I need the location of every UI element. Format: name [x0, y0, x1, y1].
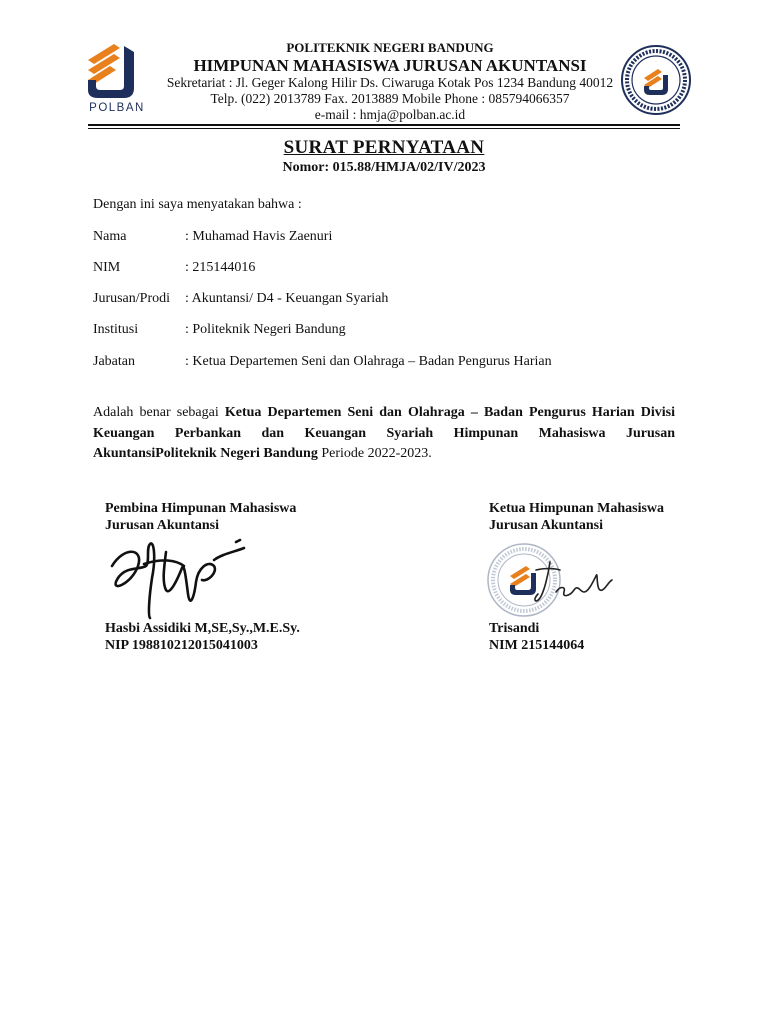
- statement-paragraph: [93, 403, 675, 465]
- email-line: e-mail : hmja@polban.ac.id: [314, 107, 466, 122]
- role-line: Ketua Himpunan Mahasiswa: [489, 501, 665, 516]
- intro-line: Dengan ini saya menyatakan bahwa :: [93, 197, 302, 212]
- role-line: Jurusan Akuntansi: [105, 518, 220, 533]
- right-stamp-and-signature: [484, 540, 634, 620]
- signatory-id: NIP 198810212015041003: [105, 638, 258, 653]
- institution-name: POLITEKNIK NEGERI BANDUNG: [286, 40, 494, 55]
- letterhead-rule-thin: [88, 128, 680, 129]
- signatory-name: Trisandi: [489, 621, 540, 636]
- hmja-seal-logo: [620, 44, 692, 116]
- left-signatory-role: [105, 500, 296, 534]
- statement-bold: Ketua Departemen Seni dan Olahraga – Badan Pengurus Harian Divisi Keuangan Perbankan dan Keuangan Syariah Himpunan Mahasiswa Jurusan AkuntansiPoliteknik Negeri Bandung: [93, 405, 675, 461]
- letterhead-rule-thick: [88, 124, 680, 126]
- field-value: : Muhamad Havis Zaenuri: [185, 229, 333, 244]
- document-number: Nomor: 015.88/HMJA/02/IV/2023: [282, 160, 486, 175]
- field-label: Nama: [93, 229, 127, 244]
- field-value: : 215144016: [185, 260, 256, 275]
- statement-suffix: Periode 2022-2023.: [317, 446, 432, 461]
- statement-prefix: Adalah benar sebagai: [93, 405, 225, 420]
- field-label: Jurusan/Prodi: [93, 291, 170, 306]
- field-value: : Akuntansi/ D4 - Keuangan Syariah: [185, 291, 389, 306]
- document-title: SURAT PERNYATAAN: [283, 137, 485, 158]
- field-label: NIM: [93, 260, 121, 275]
- organization-name: HIMPUNAN MAHASISWA JURUSAN AKUNTANSI: [193, 56, 587, 75]
- hmja-seal-icon: [620, 44, 692, 116]
- right-signatory-role: [489, 500, 664, 534]
- left-signature: [104, 538, 254, 620]
- logo-wordmark: POLBAN: [89, 102, 145, 114]
- field-label: Jabatan: [93, 354, 135, 369]
- signatory-name: Hasbi Assidiki M,SE,Sy.,M.E.Sy.: [105, 621, 300, 636]
- letterhead: [140, 40, 640, 123]
- right-signatory-identity: [489, 620, 584, 654]
- signatory-id: NIM 215144064: [489, 638, 585, 653]
- role-line: Jurusan Akuntansi: [489, 518, 604, 533]
- field-value: : Politeknik Negeri Bandung: [185, 322, 346, 337]
- field-value: : Ketua Departemen Seni dan Olahraga – Badan Pengurus Harian: [185, 354, 552, 369]
- field-label: Institusi: [93, 322, 139, 337]
- role-line: Pembina Himpunan Mahasiswa: [105, 501, 297, 516]
- left-signatory-identity: [105, 620, 300, 654]
- phone-line: Telp. (022) 2013789 Fax. 2013889 Mobile Phone : 085794066357: [210, 91, 570, 106]
- address-line: Sekretariat : Jl. Geger Kalong Hilir Ds. Ciwaruga Kotak Pos 1234 Bandung 40012: [166, 75, 614, 90]
